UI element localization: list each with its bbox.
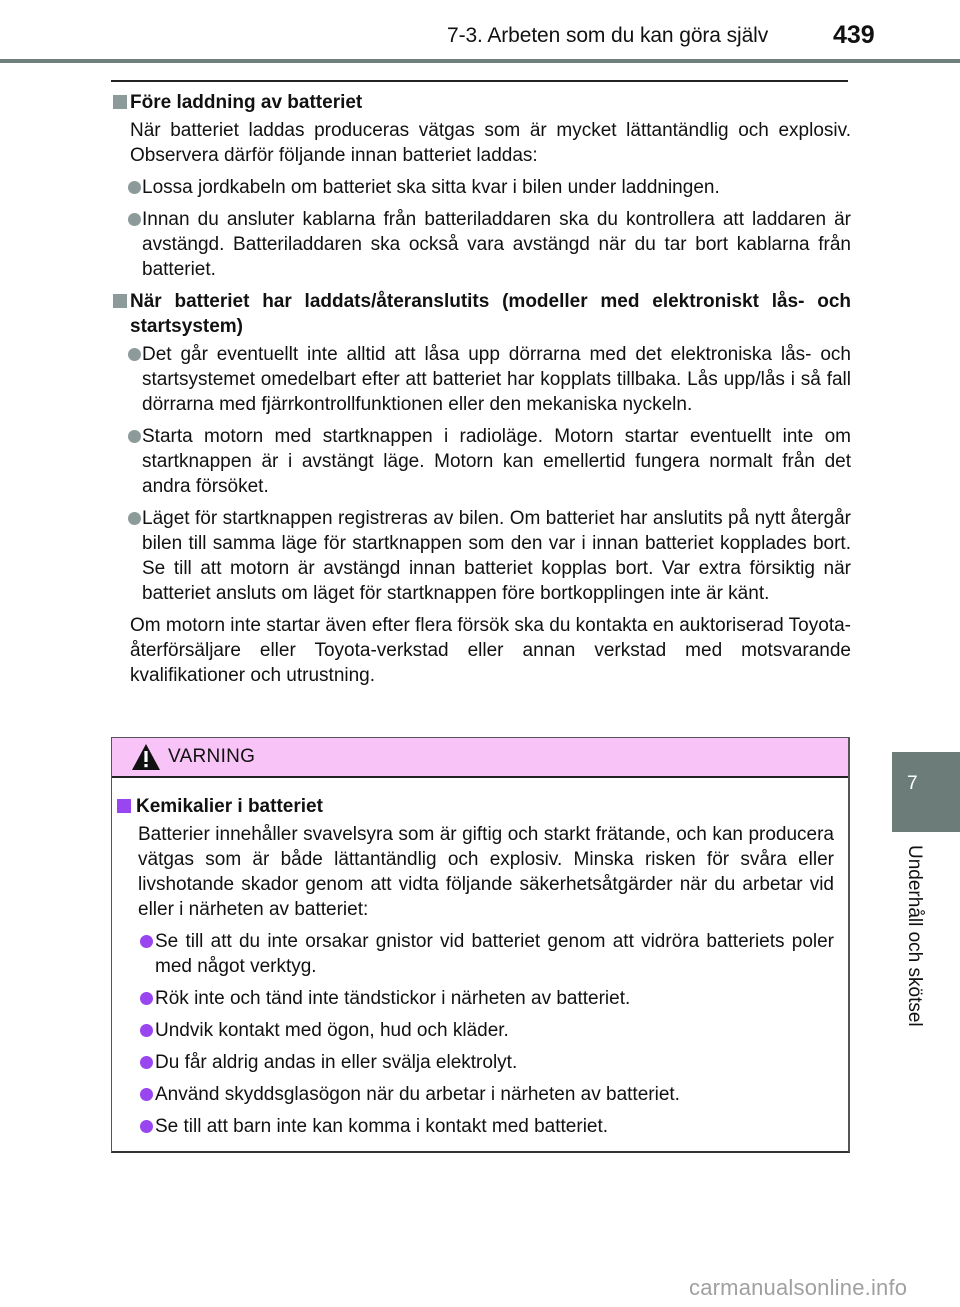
circle-bullet-icon bbox=[140, 992, 153, 1005]
warning-list-item: Rök inte och tänd inte tändstickor i närheten av batteriet. bbox=[112, 986, 834, 1011]
warning-triangle-icon bbox=[131, 743, 161, 771]
list-item: Det går eventuellt inte alltid att låsa upp dörrarna med det elektroniska lås- och startsystemet omedelbart efter att batteriet har kopplats tillbaka. Lås upp/lås i så fall dörrarna med fjärrkontrollfunktionen eller den mekaniska nyckeln. bbox=[111, 342, 851, 417]
circle-bullet-icon bbox=[140, 935, 153, 948]
watermark-link[interactable]: carmanualsonline.info bbox=[689, 1275, 908, 1300]
warning-list-item: Använd skyddsglasögon när du arbetar i närheten av batteriet. bbox=[112, 1082, 834, 1107]
square-bullet-icon bbox=[117, 799, 131, 813]
circle-bullet-icon bbox=[140, 1088, 153, 1101]
warning-list-item: Du får aldrig andas in eller svälja elektrolyt. bbox=[112, 1050, 834, 1075]
circle-bullet-icon bbox=[128, 512, 141, 525]
warning-title: VARNING bbox=[168, 746, 256, 767]
list-item: Läget för startknappen registreras av bilen. Om batteriet har anslutits på nytt återgår bilen till samma läge för startknappen som den var i innan batteriet kopplades bort. Se till att motorn är avstängd innan batteriet kopplas bort. Var extra försiktig när batteriet ansluts om läget för startknappen före bortkopplingen inte är känt. bbox=[111, 506, 851, 606]
circle-bullet-icon bbox=[128, 181, 141, 194]
warning-heading: Kemikalier i batteriet bbox=[112, 794, 834, 819]
circle-bullet-icon bbox=[128, 348, 141, 361]
main-content bbox=[111, 90, 851, 695]
chapter-number: 7 bbox=[907, 773, 918, 794]
circle-bullet-icon bbox=[128, 430, 141, 443]
section-heading: När batteriet har laddats/återanslutits (modeller med elektroniskt lås- och startsystem) bbox=[111, 289, 851, 339]
content-top-rule bbox=[111, 80, 848, 82]
chapter-label: Underhåll och skötsel bbox=[904, 845, 925, 1027]
chapter-tab bbox=[892, 752, 960, 832]
paragraph: När batteriet laddas produceras vätgas som är mycket lättantändlig och explosiv. Observera därför följande innan batteriet laddas: bbox=[130, 120, 851, 166]
warning-list-item: Se till att du inte orsakar gnistor vid batteriet genom att vidröra batteriets poler med något verktyg. bbox=[112, 929, 834, 979]
list-item: Innan du ansluter kablarna från batteriladdaren ska du kontrollera att laddaren är avstängd. Batteriladdaren ska också vara avstängd när du tar bort kablarna från batteriet. bbox=[111, 207, 851, 282]
warning-list-item: Undvik kontakt med ögon, hud och kläder. bbox=[112, 1018, 834, 1043]
square-bullet-icon bbox=[113, 95, 127, 109]
section-heading: Före laddning av batteriet bbox=[111, 90, 851, 115]
page-number: 439 bbox=[833, 21, 875, 49]
page-header bbox=[0, 0, 960, 64]
closing-paragraph: Om motorn inte startar även efter flera försök ska du kontakta en auktoriserad Toyota-återförsäljare eller Toyota-verkstad eller annan verkstad med motsvarande kvalifikationer och utrustning. bbox=[130, 615, 851, 686]
section-title: 7-3. Arbeten som du kan göra själv bbox=[447, 24, 769, 47]
circle-bullet-icon bbox=[140, 1024, 153, 1037]
circle-bullet-icon bbox=[128, 213, 141, 226]
warning-paragraph: Batterier innehåller svavelsyra som är giftig och starkt frätande, och kan producera vätgas som är både lättantändlig och explosiv. Minska risken för svåra eller livshotande skador genom att vidta följande säkerhetsåtgärder när du arbetar vid eller i närheten av batteriet: bbox=[138, 824, 834, 920]
list-item: Lossa jordkabeln om batteriet ska sitta kvar i bilen under laddningen. bbox=[111, 175, 851, 200]
warning-box bbox=[111, 737, 850, 1153]
warning-list-item: Se till att barn inte kan komma i kontakt med batteriet. bbox=[112, 1114, 834, 1139]
header-rule bbox=[0, 59, 960, 63]
warning-header bbox=[112, 738, 848, 778]
list-item: Starta motorn med startknappen i radioläge. Motorn startar eventuellt inte om startknappen är i avstängt läge. Motorn kan emellertid fungera normalt från det andra försöket. bbox=[111, 424, 851, 499]
circle-bullet-icon bbox=[140, 1056, 153, 1069]
circle-bullet-icon bbox=[140, 1120, 153, 1133]
square-bullet-icon bbox=[113, 294, 127, 308]
warning-body bbox=[112, 794, 834, 1146]
